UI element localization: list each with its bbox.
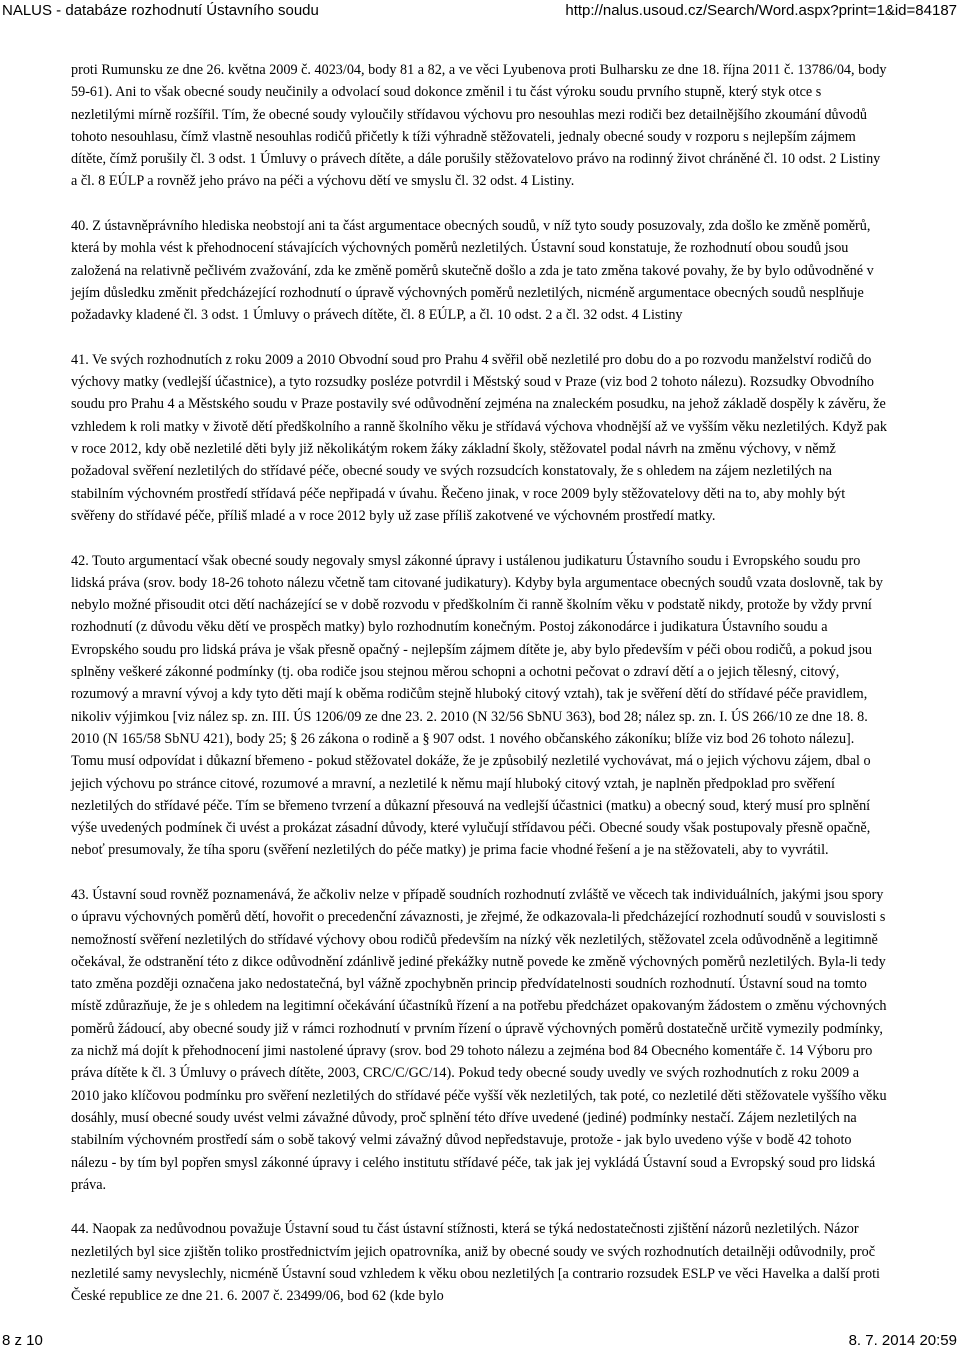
paragraph-44: 44. Naopak za nedůvodnou považuje Ústavní soud tu část ústavní stížnosti, která se týká nedostatečnosti zjištění názorů nezletilých. Názor nezletilých byl sice zjištěn toliko prostřednictvím jejich opatrovníka, aniž by obecné soudy ve svých rozhodnutích detailněji odůvodnily, proč nezletilé samy nevyslechly, nicméně Ústavní soud vzhledem k věku obou nezletilých [a contrario rozsudek ESLP ve věci Havelka a další proti České republice ze dne 21. 6. 2007 č. 23499/06, bod 62 (kde bylo [71, 1221, 880, 1305]
page-number: 8 z 10 [2, 1332, 43, 1349]
paragraph-41: 41. Ve svých rozhodnutích z roku 2009 a 2010 Obvodní soud pro Prahu 4 svěřil obě nezletilé pro dobu do a po rozvodu manželství rodičů do výchovy matky (vedlejší účastnice), a tyto rozsudky posléze potvrdil i Městský soud v Praze (viz bod 2 tohoto nálezu). Rozsudky Obvodního soudu pro Prahu 4 a Městského soudu v Praze postavily své odůvodnění zejména na znaleckém posudku, na jehož základě dospěly k závěru, že vzhledem k roli matky v životě dětí předškolního a ranně školního věku je střídavá výchova vhodnější až ve vyšším věku nezletilých. Když pak v roce 2012, kdy obě nezletilé děti byly již několikátým rokem žáky základní školy, stěžovatel podal návrh na změnu výchovy, v němž požadoval svěření nezletilých do střídavé péče, obecné soudy ve svých rozsudcích konstatovaly, že s ohledem na zájem nezletilých na stabilním výchovném prostředí střídavá péče nepřipadá v úvahu. Řečeno jinak, v roce 2009 byly stěžovatelovy děti na to, aby mohly být svěřeny do střídavé péče, příliš mladé a v roce 2012 byly už zase příliš zakotvené ve výchovném prostředí matky. [71, 351, 887, 524]
print-date: 8. 7. 2014 20:59 [848, 1332, 957, 1349]
paragraph-43: 43. Ústavní soud rovněž poznamenává, že ačkoliv nelze v případě soudních rozhodnutí zvláště ve věcech tak individuálních, jakými jsou spory o úpravu výchovných poměrů dětí, hovořit o precedenční závaznosti, je zřejmé, že odkazovala-li předcházející rozhodnutí soudů v souvislosti s nemožností svěření nezletilých do střídavé výchovy obou rodičů především na nízký věk nezletilých, stěžovatel zcela odůvodněně a legitimně očekával, že odstranění této z dikce odůvodnění zdánlivě jediné překážky nutně povede ke změně výchovných poměrů nezletilých. Byla-li tedy tato změna později označena jako nedostatečná, byl vážně zpochybněn princip předvídatelnosti soudních rozhodnutí. Ústavní soud na tomto místě zdůrazňuje, že je s ohledem na legitimní očekávání účastníků řízení a na potřebu předcházet opakovaným žádostem o změnu výchovných poměrů žádoucí, aby obecné soudy již v rámci rozhodnutí v prvním řízení o úpravě výchovných poměrů dostatečně určitě vymezily podmínky, za nichž má dojít k přehodnocení jimi nastolené úpravy (srov. bod 29 tohoto nálezu a zejména bod 84 Obecného komentáře č. 14 Výboru pro práva dítěte k čl. 3 Úmluvy o právech dítěte, 2003, CRC/C/GC/14). Pokud tedy obecné soudy uvedly ve svých rozhodnutích z roku 2009 a 2010 jako klíčovou podmínku pro svěření nezletilých do střídavé péče vyšší věk nezletilých, tak poté, co nezletilé děti stěžovatele vyššího věku dosáhly, musí obecné soudy uvést velmi závažné důvody, proč splnění této dříve uvedené (jediné) podmínky nestačí. Zájem nezletilých na stabilním výchovném prostředí sám o sobě takový velmi závažný důvod nepředstavuje, protože - jak bylo uvedeno výše v bodě 42 tohoto nálezu - by tím byl popřen smysl zákonné úpravy i celého institutu střídavé péče, tak jak jej vykládá Ústavní soud a Evropský soud pro lidská práva. [71, 886, 887, 1193]
print-footer [0, 1332, 960, 1356]
print-header [0, 0, 960, 24]
paragraph-continuation: proti Rumunsku ze dne 26. května 2009 č. 4023/04, body 81 a 82, a ve věci Lyubenova proti Bulharsku ze dne 18. října 2011 č. 13786/04, body 59-61). Ani to však obecné soudy neučinily a odvolací soud dokonce změnil i tu část výroku soudu prvního stupně, který styk otce s nezletilými mírně rozšířil. Tím, že obecné soudy vyloučily střídavou výchovu pro nesouhlas mezi rodiči bez detailnějšího zkoumání důvodů tohoto nesouhlasu, čímž vlastně nesouhlas rodičů přičetly k tíži výhradně stěžovateli, jednaly obecné soudy v rozporu s nejlepším zájmem dítěte, čímž porušily čl. 3 odst. 1 Úmluvy o právech dítěte, a dále porušily stěžovatelovo právo na rodinný život chráněné čl. 10 odst. 2 Listiny a čl. 8 EÚLP a rovněž jeho právo na péči a výchovu dětí ve smyslu čl. 32 odst. 4 Listiny. [71, 62, 887, 190]
document-body [71, 59, 887, 1330]
paragraph-40: 40. Z ústavněprávního hlediska neobstojí ani ta část argumentace obecných soudů, v níž tyto soudy posuzovaly, zda došlo ke změně poměrů, která by mohla vést k přehodnocení stávajících výchovných poměrů nezletilých. Ústavní soud konstatuje, že rozhodnutí obou soudů jsou založená na relativně pečlivém zvažování, zda ke změně poměrů skutečně došlo a zda je tato změna takové povahy, že by bylo odůvodněné v jejím důsledku změnit předcházející rozhodnutí o úpravě výchovných poměrů nezletilých, nicméně argumentace obecných soudů nesplňuje požadavky kladené čl. 3 odst. 1 Úmluvy o právech dítěte, čl. 8 EÚLP, a čl. 10 odst. 2 a čl. 32 odst. 4 Listiny [71, 218, 874, 324]
paragraph-42: 42. Touto argumentací však obecné soudy negovaly smysl zákonné úpravy i ustálenou judikaturu Ústavního soudu i Evropského soudu pro lidská práva (srov. body 18-26 tohoto nálezu včetně tam citované judikatury). Kdyby byla argumentace obecných soudů vzata doslovně, tak by nebylo možné přisoudit otci dětí nacházející se v době rozvodu v předškolním či ranně školním věku v podstatě nikdy, protože by vždy první rozhodnutí (z důvodu věku dětí ve prospěch matky) bylo rozhodnutím konečným. Postoj zákonodárce i judikatura Ústavního soudu a Evropského soudu pro lidská práva je však přesně opačný - nejlepším zájmem dítěte je, aby bylo především v péči obou rodičů, a pokud jsou splněny veškeré zákonné podmínky (tj. oba rodiče jsou stejnou měrou schopni a ochotni pečovat o zdraví dětí a o jejich tělesný, citový, rozumový a mravní vývoj a kdy tyto děti mají k oběma rodičům stejně hluboký citový vztah), tak je svěření dětí do střídavé péče pravidlem, nikoliv výjimkou [viz nález sp. zn. III. ÚS 1206/09 ze dne 23. 2. 2010 (N 32/56 SbNU 363), bod 28; nález sp. zn. I. ÚS 266/10 ze dne 18. 8. 2010 (N 165/58 SbNU 421), body 25; § 26 zákona o rodině a § 907 odst. 1 nového občanského zákoníku; blíže viz bod 26 tohoto nálezu]. Tomu musí odpovídat i důkazní břemeno - pokud stěžovatel dokáže, že je způsobilý nezletilé vychovávat, má o jejich výchovu zájem, dbal o jejich výchovu po stránce citové, rozumové a mravní, a nezletilé k němu mají hluboký citový vztah, je naplněn předpoklad pro svěření nezletilých do střídavé péče. Tím se břemeno tvrzení a důkazní přesouvá na vedlejší účastnici (matku) a obecný soud, který musí pro splnění výše uvedených podmínek či uvést a prokázat zásadní důvody, které vylučují střídavou péči. Obecné soudy však postupovaly přesně opačně, neboť presumovaly, že tíha sporu (svěření nezletilých do péče matky) je prima facie vhodné řešení a je na stěžovateli, aby to vyvrátil. [71, 552, 883, 859]
page-header-title: NALUS - databáze rozhodnutí Ústavního soudu [2, 2, 319, 19]
page-header-url: http://nalus.usoud.cz/Search/Word.aspx?print=1&id=84187 [565, 2, 957, 19]
